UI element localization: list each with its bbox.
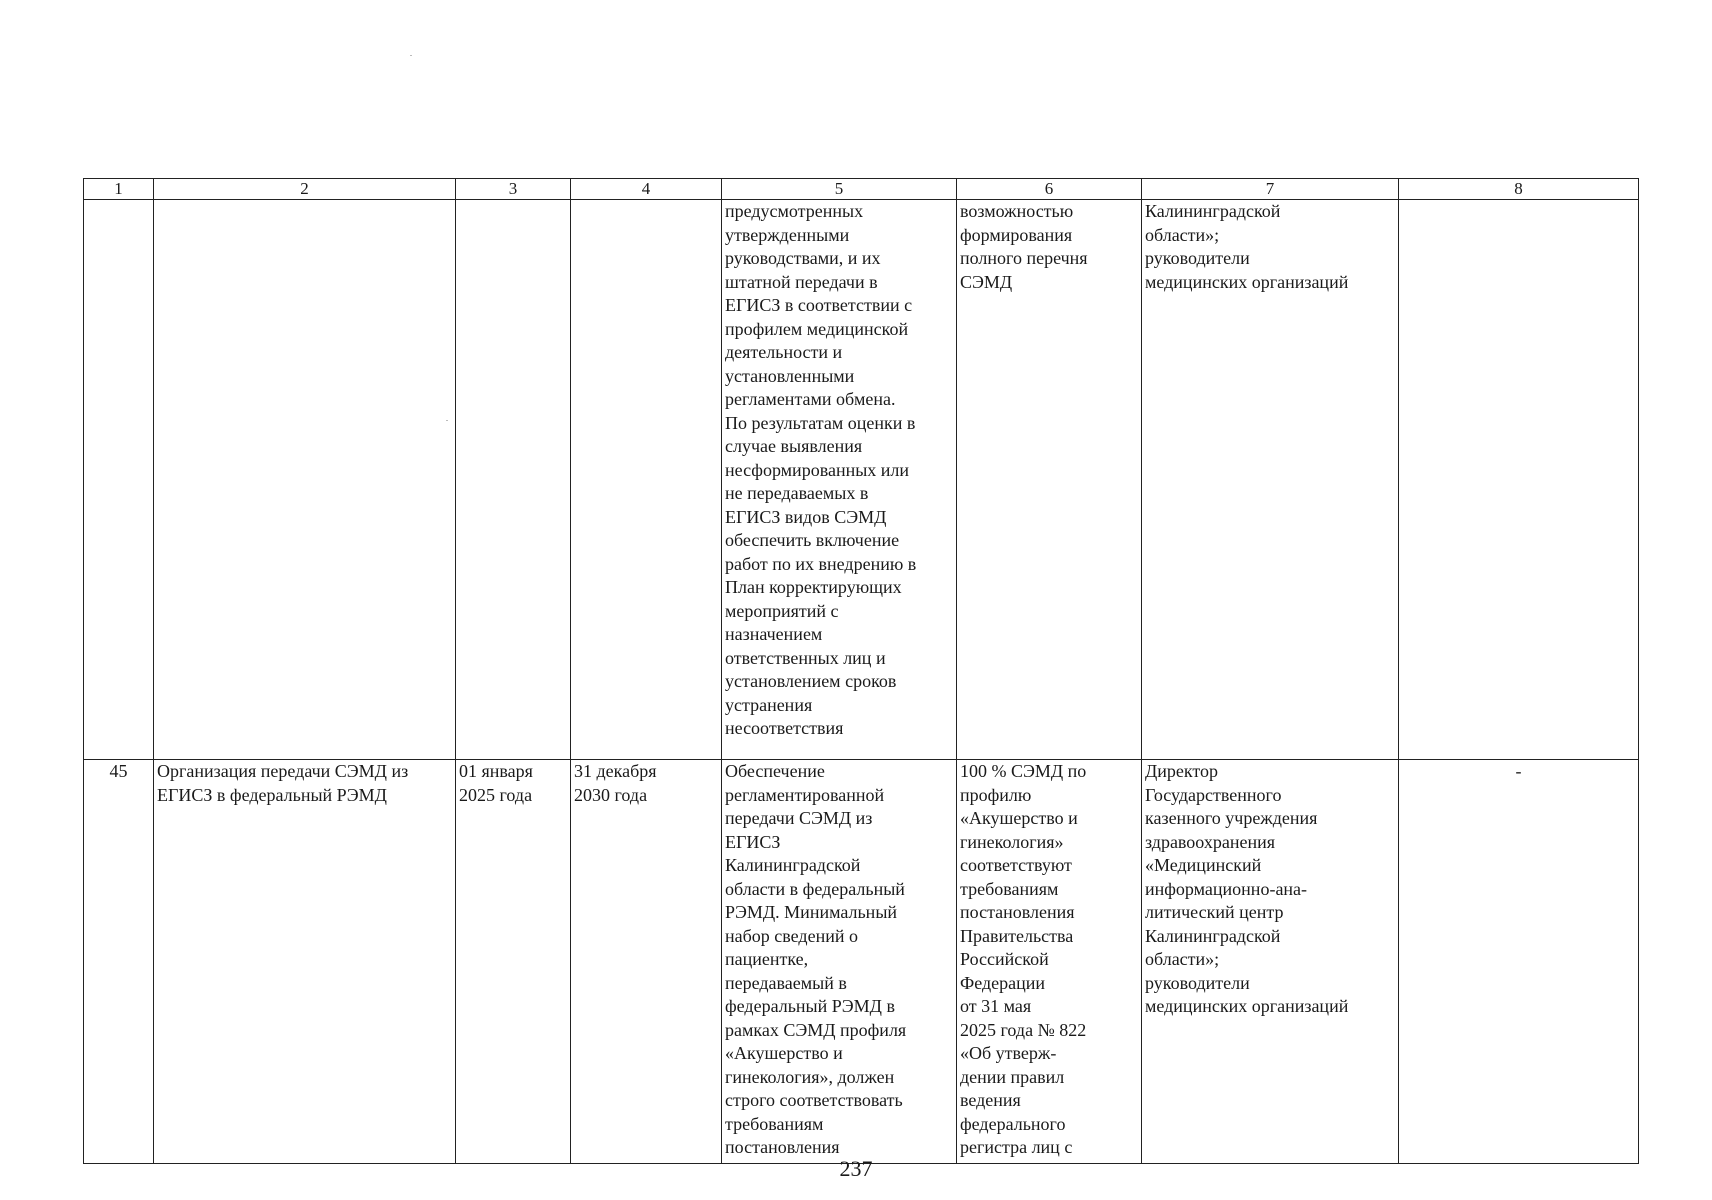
expected-result: 100 % СЭМД по профилю «Акушерство и гинекология» соответствуют требованиям постановления Правительства Российской Федерации от 31 мая 2025 года № 822 «Об утверж- дении правил ведения федерального регистра лиц с <box>957 760 1142 1164</box>
measure-name: Организация передачи СЭМД из ЕГИСЗ в федеральный РЭМД <box>154 760 456 1164</box>
row-number: 45 <box>84 760 154 1164</box>
plan-table <box>83 178 1639 1164</box>
column-header-7: 7 <box>1142 179 1399 200</box>
table-row <box>84 760 1639 1164</box>
page-number: 237 <box>839 1156 873 1181</box>
note: - <box>1399 760 1639 1164</box>
column-number-header-row <box>84 179 1639 200</box>
measure-name <box>154 200 456 760</box>
table-row <box>84 200 1639 760</box>
expected-result: возможностью формирования полного перечня СЭМД <box>957 200 1142 760</box>
column-header-5: 5 <box>722 179 957 200</box>
end-date: 31 декабря 2030 года <box>571 760 722 1164</box>
row-number <box>84 200 154 760</box>
responsible-persons: Калининградской области»; руководители медицинских организаций <box>1142 200 1399 760</box>
column-header-2: 2 <box>154 179 456 200</box>
end-date <box>571 200 722 760</box>
measure-description: Обеспечение регламентированной передачи СЭМД из ЕГИСЗ Калининградской области в федеральный РЭМД. Минимальный набор сведений о пациентке, передаваемый в федеральный РЭМД в рамках СЭМД профиля «Акушерство и гинекология», должен строго соответствовать требованиям постановления <box>722 760 957 1164</box>
column-header-8: 8 <box>1399 179 1639 200</box>
note <box>1399 200 1639 760</box>
column-header-1: 1 <box>84 179 154 200</box>
start-date: 01 января 2025 года <box>456 760 571 1164</box>
column-header-6: 6 <box>957 179 1142 200</box>
scan-speck <box>410 55 412 56</box>
measure-description: предусмотренных утвержденными руководствами, и их штатной передачи в ЕГИСЗ в соответствии с профилем медицинской деятельности и установленными регламентами обмена. По результатам оценки в случае выявления несформированных или не передаваемых в ЕГИСЗ видов СЭМД обеспечить включение работ по их внедрению в План корректирующих мероприятий с назначением ответственных лиц и установлением сроков устранения несоответствия <box>722 200 957 760</box>
responsible-persons: Директор Государственного казенного учреждения здравоохранения «Медицинский информационно-ана- литический центр Калининградской области»; руководители медицинских организаций <box>1142 760 1399 1164</box>
column-header-3: 3 <box>456 179 571 200</box>
start-date <box>456 200 571 760</box>
column-header-4: 4 <box>571 179 722 200</box>
